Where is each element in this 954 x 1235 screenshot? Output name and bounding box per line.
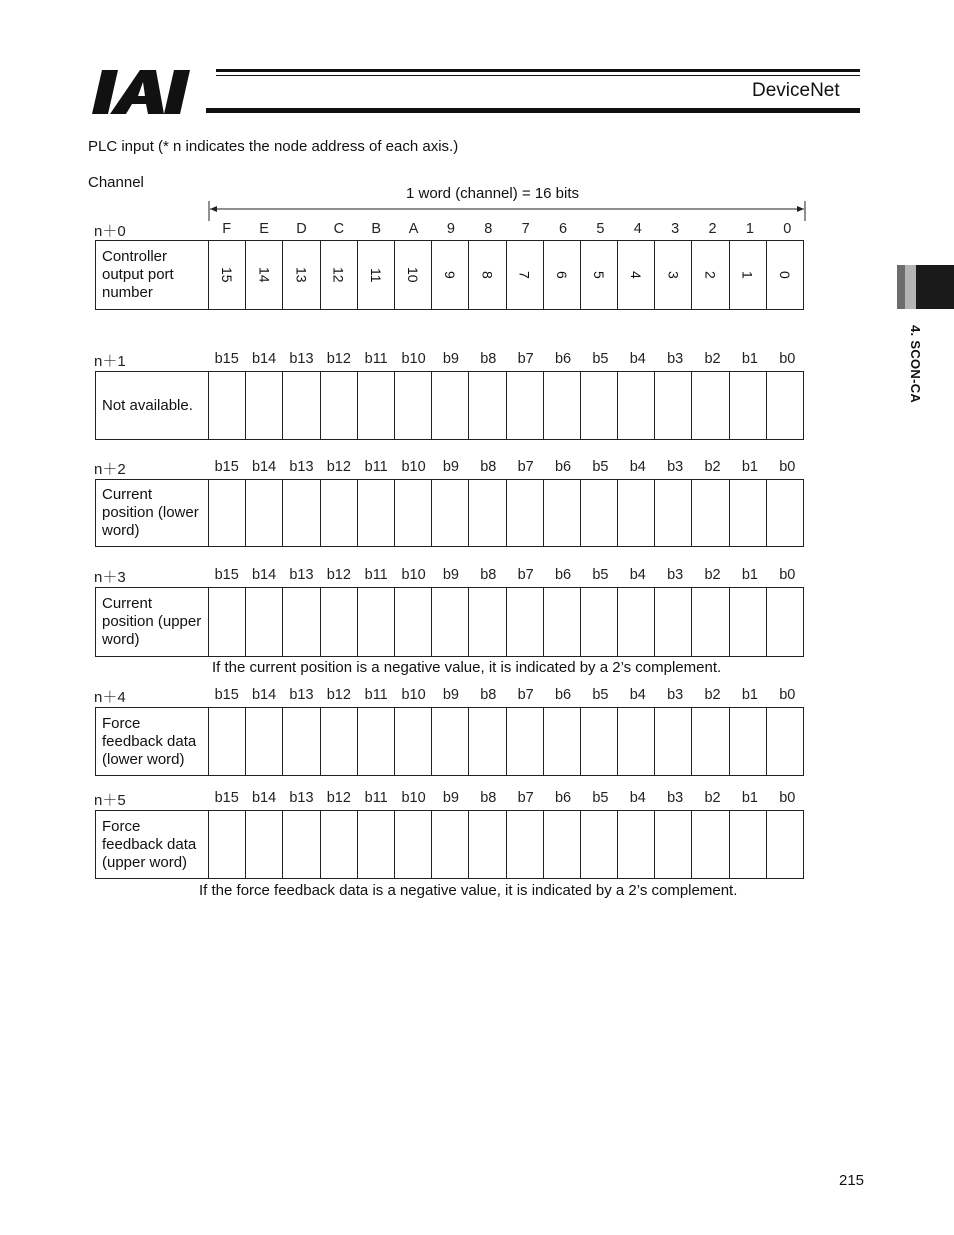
bit-header: b5 <box>592 567 609 583</box>
bit-cell <box>432 241 469 309</box>
bit-cell <box>507 241 544 309</box>
bit-cell <box>507 588 544 656</box>
bit-header: b11 <box>364 790 388 806</box>
bit-cell <box>283 588 320 656</box>
bit-cell <box>581 241 618 309</box>
bit-header: b10 <box>401 459 426 475</box>
port-bit-number: 4 <box>628 271 645 279</box>
bit-header: b14 <box>251 687 277 703</box>
bit-header: b1 <box>741 459 758 475</box>
bit-cell <box>618 811 655 878</box>
bit-cell <box>581 372 618 439</box>
intro-text: PLC input (* n indicates the node address of each axis.) <box>88 138 459 155</box>
bit-cell <box>358 480 395 546</box>
bit-cell <box>395 708 432 775</box>
bit-header: b6 <box>554 351 572 367</box>
bit-header: b15 <box>214 687 239 703</box>
bit-header: b0 <box>779 790 796 806</box>
bit-cell <box>730 241 767 309</box>
iai-logo <box>92 68 208 116</box>
bit-cell <box>544 480 581 546</box>
port-bit-number: 15 <box>219 267 236 283</box>
bit-cell <box>246 372 283 439</box>
bit-header: b11 <box>364 459 388 475</box>
bit-cell <box>618 588 655 656</box>
bit-header: b5 <box>592 351 609 367</box>
bit-cell <box>432 480 469 546</box>
register-row <box>95 587 804 657</box>
bit-cell <box>507 708 544 775</box>
bit-cell <box>358 241 395 309</box>
bit-header: b11 <box>364 351 388 367</box>
bit-header: b6 <box>554 459 572 475</box>
bit-header: b11 <box>364 567 388 583</box>
bit-header: b3 <box>667 351 684 367</box>
bit-cell <box>358 811 395 878</box>
bit-cell <box>246 241 283 309</box>
register-name: Not available. <box>96 372 209 439</box>
bit-cell <box>730 372 767 439</box>
bit-header: b4 <box>629 790 646 806</box>
bit-header: b10 <box>401 687 426 703</box>
bit-cell <box>321 241 358 309</box>
bit-cell <box>544 588 581 656</box>
bit-header: E <box>259 221 269 237</box>
bit-cell <box>246 588 283 656</box>
bit-header: b4 <box>629 687 646 703</box>
bit-header: b0 <box>779 459 796 475</box>
port-bit-number: 7 <box>516 271 533 279</box>
bit-cell <box>544 708 581 775</box>
bit-header: b1 <box>741 567 758 583</box>
bit-cell <box>544 372 581 439</box>
bit-cell <box>432 372 469 439</box>
bit-header: b8 <box>480 790 497 806</box>
bit-cell <box>767 372 803 439</box>
bit-cell <box>358 708 395 775</box>
bit-header: b15 <box>214 790 239 806</box>
bit-cell <box>321 811 358 878</box>
bit-cell <box>209 708 246 775</box>
bit-header: b5 <box>592 459 609 475</box>
bit-cell <box>246 480 283 546</box>
bit-header: b9 <box>442 790 459 806</box>
bit-header-row <box>208 687 806 705</box>
bit-header: b4 <box>629 459 646 475</box>
bit-header: b2 <box>704 687 721 703</box>
bit-cell <box>581 588 618 656</box>
bit-header: b2 <box>704 459 721 475</box>
bit-cell <box>283 241 320 309</box>
bit-header: b1 <box>741 790 758 806</box>
bit-header: b10 <box>401 351 426 367</box>
bit-header: b5 <box>592 790 609 806</box>
channel-label: Channel <box>88 174 144 191</box>
port-bit-number: 3 <box>665 271 682 279</box>
bit-cell <box>321 588 358 656</box>
register-row <box>95 371 804 440</box>
bit-header: b12 <box>326 351 351 367</box>
bit-cell <box>692 241 729 309</box>
bit-cell <box>283 480 320 546</box>
bit-cell <box>283 372 320 439</box>
bit-cell <box>581 708 618 775</box>
bit-cell <box>655 241 692 309</box>
bit-header: b11 <box>364 687 388 703</box>
bit-cell <box>618 372 655 439</box>
header-title: DeviceNet <box>752 80 840 101</box>
bit-header: b12 <box>326 687 351 703</box>
register-row <box>95 707 804 776</box>
bit-cell <box>358 588 395 656</box>
bit-header: 5 <box>596 221 605 237</box>
bit-header: 0 <box>783 221 792 237</box>
bit-cell <box>358 372 395 439</box>
bit-cell <box>767 241 803 309</box>
bit-cell <box>432 811 469 878</box>
bit-cell <box>581 480 618 546</box>
bit-cell <box>655 708 692 775</box>
position-note: If the current position is a negative value, it is indicated by a 2’s complement. <box>212 659 722 676</box>
bit-header: b13 <box>289 351 314 367</box>
header-rule-bottom <box>206 108 860 113</box>
bit-cell <box>655 811 692 878</box>
port-bit-number: 12 <box>330 267 347 283</box>
bit-header: b9 <box>442 567 459 583</box>
bit-cell <box>692 372 729 439</box>
bit-header: b14 <box>251 567 277 583</box>
bit-header: b13 <box>289 687 314 703</box>
bit-header: b15 <box>214 459 239 475</box>
bit-header: b12 <box>326 790 351 806</box>
bit-header: b10 <box>401 790 426 806</box>
bit-header: b8 <box>480 687 497 703</box>
bit-header: b12 <box>326 567 351 583</box>
bit-cell <box>469 588 506 656</box>
register-name: Force feedback data (upper word) <box>96 811 209 878</box>
bit-header: F <box>222 221 232 237</box>
bit-cell <box>395 480 432 546</box>
bit-cell <box>655 480 692 546</box>
word-label: 1 word (channel) = 16 bits <box>406 185 580 202</box>
chapter-tab-label: 4. SCON-CA <box>908 325 923 404</box>
bit-cell <box>395 588 432 656</box>
register-name: Current position (upper word) <box>96 588 209 656</box>
register-label: n＋2 <box>94 461 126 478</box>
bit-header: b9 <box>442 351 459 367</box>
port-bit-number: 11 <box>367 267 384 283</box>
bit-header: b4 <box>629 351 646 367</box>
bit-header: b0 <box>779 567 796 583</box>
bit-cell <box>246 708 283 775</box>
port-bit-number: 1 <box>739 271 756 279</box>
bit-header: D <box>296 221 307 237</box>
bit-header: 6 <box>559 221 568 237</box>
bit-header: 1 <box>745 221 754 237</box>
bit-cell <box>544 241 581 309</box>
bit-header: 7 <box>521 221 530 237</box>
bit-header: b0 <box>779 351 796 367</box>
bit-cell <box>730 811 767 878</box>
bit-header: b13 <box>289 459 314 475</box>
bit-cell <box>432 708 469 775</box>
bit-cell <box>692 588 729 656</box>
register-name: Force feedback data (lower word) <box>96 708 209 775</box>
bit-header: C <box>333 221 345 237</box>
bit-header: b7 <box>517 567 534 583</box>
bit-header: b10 <box>401 567 426 583</box>
register-name: Controller output port number <box>96 241 209 309</box>
port-bit-number: 8 <box>479 271 496 279</box>
bit-header: b3 <box>667 459 684 475</box>
bit-header: b8 <box>480 459 497 475</box>
bit-cell <box>618 480 655 546</box>
bit-header: b2 <box>704 567 721 583</box>
bit-cell <box>618 241 655 309</box>
port-bit-number: 6 <box>553 271 570 279</box>
bit-header-row <box>208 567 806 585</box>
register-label: n＋5 <box>94 792 126 809</box>
bit-cell <box>209 811 246 878</box>
register-label: n＋0 <box>94 223 126 240</box>
bit-header: 2 <box>708 221 717 237</box>
bit-cell <box>283 708 320 775</box>
bit-cell <box>655 588 692 656</box>
bit-header: 3 <box>671 221 680 237</box>
register-row <box>95 810 804 879</box>
bit-cell <box>469 811 506 878</box>
bit-cell <box>507 372 544 439</box>
bit-cell <box>692 811 729 878</box>
port-bit-number: 13 <box>293 267 310 283</box>
bit-header: b6 <box>554 567 572 583</box>
bit-cell <box>321 372 358 439</box>
bit-header: b4 <box>629 567 646 583</box>
port-bit-number: 0 <box>776 271 793 279</box>
bit-header: b3 <box>667 567 684 583</box>
register-label: n＋3 <box>94 569 126 586</box>
register-label: n＋4 <box>94 689 126 706</box>
port-bit-number: 2 <box>702 271 719 279</box>
bit-header: b2 <box>704 351 721 367</box>
register-name: Current position (lower word) <box>96 480 209 546</box>
bit-header: b7 <box>517 351 534 367</box>
bit-cell <box>321 708 358 775</box>
bit-cell <box>692 480 729 546</box>
word-span-arrow <box>208 201 806 221</box>
bit-header-row <box>208 459 806 477</box>
bit-cell <box>692 708 729 775</box>
bit-cell <box>395 241 432 309</box>
bit-header: b12 <box>326 459 351 475</box>
header-rule-middle <box>216 75 860 76</box>
bit-cell <box>209 241 246 309</box>
bit-header: b6 <box>554 790 572 806</box>
bit-cell <box>246 811 283 878</box>
bit-cell <box>209 588 246 656</box>
bit-header: b14 <box>251 351 277 367</box>
bit-header: b6 <box>554 687 572 703</box>
bit-header: A <box>408 221 419 237</box>
bit-header: b2 <box>704 790 721 806</box>
bit-cell <box>469 372 506 439</box>
bit-header: b7 <box>517 687 534 703</box>
bit-header: 4 <box>633 221 642 237</box>
bit-header: b1 <box>741 351 758 367</box>
bit-header: b13 <box>289 790 314 806</box>
bit-cell <box>544 811 581 878</box>
bit-cell <box>469 241 506 309</box>
bit-header: b3 <box>667 687 684 703</box>
bit-cell <box>581 811 618 878</box>
bit-header: b1 <box>741 687 758 703</box>
bit-cell <box>209 480 246 546</box>
bit-cell <box>209 372 246 439</box>
bit-cell <box>730 708 767 775</box>
bit-header: b7 <box>517 459 534 475</box>
force-note: If the force feedback data is a negative value, it is indicated by a 2’s complement. <box>199 882 738 899</box>
bit-cell <box>655 372 692 439</box>
bit-cell <box>618 708 655 775</box>
bit-header: b15 <box>214 567 239 583</box>
bit-cell <box>507 811 544 878</box>
port-bit-number: 10 <box>405 267 422 283</box>
header-rule-top <box>216 69 860 72</box>
bit-cell <box>469 480 506 546</box>
bit-header: b9 <box>442 459 459 475</box>
bit-cell <box>767 588 803 656</box>
chapter-tab <box>897 265 954 309</box>
bit-cell <box>767 480 803 546</box>
bit-header: B <box>371 221 382 237</box>
bit-header: b3 <box>667 790 684 806</box>
bit-cell <box>395 811 432 878</box>
bit-header: b9 <box>442 687 459 703</box>
bit-cell <box>507 480 544 546</box>
bit-header: b8 <box>480 567 497 583</box>
bit-header: 8 <box>484 221 493 237</box>
bit-header: b15 <box>214 351 239 367</box>
bit-header: b8 <box>480 351 497 367</box>
register-row <box>95 240 804 310</box>
port-bit-number: 9 <box>442 271 459 279</box>
bit-cell <box>321 480 358 546</box>
bit-header: b7 <box>517 790 534 806</box>
bit-header: 9 <box>446 221 455 237</box>
bit-header-row <box>208 351 806 369</box>
bit-cell <box>469 708 506 775</box>
bit-cell <box>767 811 803 878</box>
bit-cell <box>730 588 767 656</box>
bit-header: b14 <box>251 790 277 806</box>
bit-cell <box>730 480 767 546</box>
bit-cell <box>432 588 469 656</box>
bit-header: b0 <box>779 687 796 703</box>
bit-header: b13 <box>289 567 314 583</box>
bit-cell <box>395 372 432 439</box>
register-row <box>95 479 804 547</box>
bit-header-row <box>208 221 806 239</box>
bit-cell <box>767 708 803 775</box>
bit-header: b5 <box>592 687 609 703</box>
page-number: 215 <box>839 1172 865 1189</box>
bit-header-row <box>208 790 806 808</box>
port-bit-number: 5 <box>590 271 607 279</box>
port-bit-number: 14 <box>256 267 273 283</box>
bit-header: b14 <box>251 459 277 475</box>
bit-cell <box>283 811 320 878</box>
register-label: n＋1 <box>94 353 126 370</box>
